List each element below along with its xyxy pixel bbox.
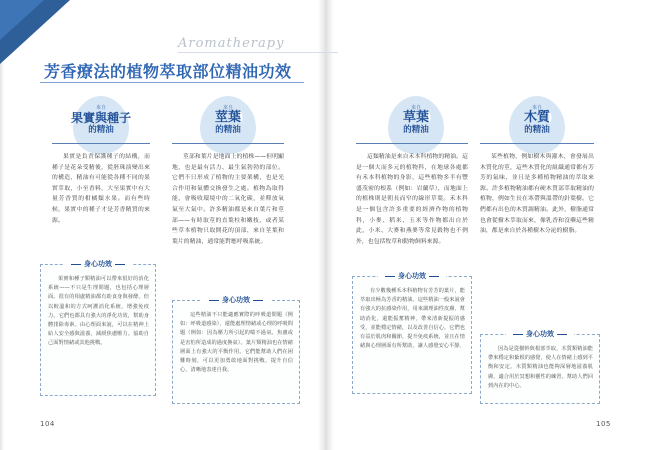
effects-box-text: 有少數幾種禾本科植物有芳芳的葉片，能萃取出極為芳香的精油。這些精油一般來說會有強大的抗感染作用，用來調理油性皮膚、幫助消化，還能振奮精神，帶來清新提振的感受，並能穩定情緒，以及改善自信心。它們也有益於肌肉和關節，提升免疫系統，並且在情緒與心理層面有所幫助，讓人感覺安心平靜。 xyxy=(360,288,465,350)
column-rule xyxy=(172,143,284,144)
effects-box-wood xyxy=(480,330,600,404)
badge-label-wood: 來自 木質 的精油 xyxy=(523,105,550,135)
page-number-right: 105 xyxy=(596,420,611,428)
body-text-grass-leaf: 這類精油是來自禾本科植物的精油。這是一個大而多元的植物科，在地球各處都有禾本科植物的身影，這些植物多半有豐盛茂密的根系（例如：岩蘭草），而地面上的植株則是朝長而窄的線形草葉。禾本科是一個包含許多重要的經濟作物的植物科，小麥、稻米、玉米等作物都出自於此，小米、大麥和燕麥等常見穀物也不例外，也包括牧草和動物飼料來源。 xyxy=(356,154,468,245)
effects-box-title: 身心功效 xyxy=(84,260,112,268)
body-text-stem-leaf: 莖部和葉片是地面上的植株——但明顯地，也是最有活力、最生氣勃勃的部位。它們不只形成了植物的主要架構，也是光合作用和氣體交換發生之處。植物為取得能，會吸收環境中的二氧化碳，並釋放氧氣至大氣中。許多精油都是來自葉片和莖部——有時取莖的直葉柱和嫩枝，或者某些草本植物只取開花的頂部，來自莖葉和葉片的精油，通常能對應呼吸系統。 xyxy=(172,154,284,245)
title-underline xyxy=(40,82,304,83)
effects-box-grass-leaf xyxy=(352,272,472,394)
column-rule xyxy=(52,143,150,144)
body-text-wood: 某些植物，例如樹木與灌木，會發展出木質化的莖，這些木質化的組織通常都有芳芳的氣味，並且是多種植物精油的萃取來源。許多植物精油都有硬木質部萃取精油的植物，例如生長在寒帶與溫帶的針葉樹。它們都有出色的木質調精油。此外，樹脂通常也會從樹木萃取而來，像乳香和沒藥這些精油，都是來自於各種樹木分泌的樹脂。 xyxy=(480,154,594,235)
title-decor-line xyxy=(178,52,338,53)
page-title: 芳香療法的植物萃取部位精油功效 xyxy=(44,62,292,81)
effects-box-text: 這些精油不只能適應實際的呼吸道問題（例如：呼吸道感染），還能處理情緒或心理的呼吸問題（例如：因為壓力所引起的喘不過氣、焦慮或是害怕所造成的過度換氣）。葉片類精油也在情緒層面上有強大的平衡作用，它們能幫助人們在困難時刻，可以更加勇敢地面對挑戰，提升自信心，清晰地表達自我。 xyxy=(180,312,293,374)
body-text-fruit-seed: 果實是負責保護種子的結構，而種子是花朵受精後，從胚珠演變出來的構造，精油有可能從各種不同的果實萃取，小至香料，大至果實中有大量芳香質的柑橘類水果。而有些時候，果實中的種子才是芳香精質的來源。 xyxy=(52,154,150,224)
column-rule xyxy=(356,143,468,144)
effects-box-title: 身心功效 xyxy=(222,296,250,304)
badge-label-grass-leaf: 來自 草葉 的精油 xyxy=(402,105,429,135)
effects-box-title: 身心功效 xyxy=(526,330,554,338)
effects-box-title: 身心功效 xyxy=(398,272,426,280)
page-number-left: 104 xyxy=(40,420,55,428)
effects-box-stem-leaf xyxy=(172,296,300,404)
effects-box-text: 因為是從樹幹與根部萃取，木質類精油能帶來穩定和紮根的感覺，使人在情緒上感到平衡和安定。木質類精油也能夠深層地滋養肌膚，適合用於冥想和靈性的練習，幫助人們回到內在的中心。 xyxy=(488,346,593,389)
script-title: Aromatherapy xyxy=(178,36,285,51)
effects-box-fruit-seed xyxy=(40,260,156,396)
book-gutter xyxy=(318,0,334,450)
effects-box-text: 果實和種子類精油可以帶來很好的消化系統——不只是生理問題，也包括心理層面。很有的相處精油都有助食身與發酵。但以較溫和的方式呵護消化系統，增強免疫力。它們也都具有強大的淨化功效，幫助身體排除毒素。由心理面來說，可以在精神上給人安全感與滋養，減緩焦慮壓力。協助自己面對情緒或其他挑戰。 xyxy=(48,276,149,347)
left-page-edge xyxy=(0,0,4,450)
column-rule xyxy=(480,143,594,144)
corner-fold-decoration xyxy=(0,0,70,64)
badge-label-fruit-seed: 來自 果實與種子 的精油 xyxy=(70,105,131,135)
badge-label-stem-leaf: 來自 莖葉 的精油 xyxy=(214,105,241,135)
